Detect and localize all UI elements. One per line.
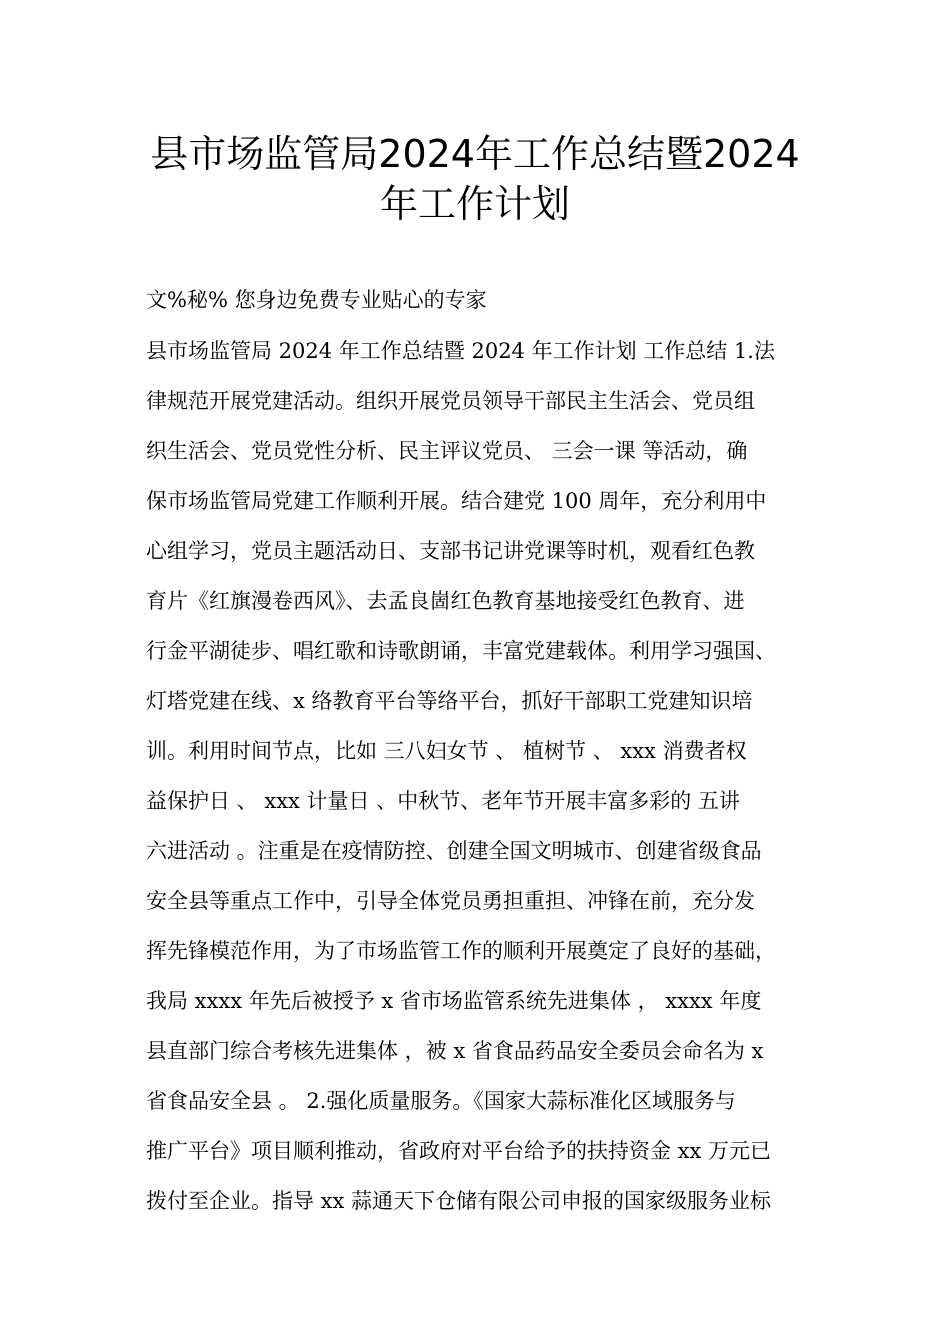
paragraph-line: 行金平湖徒步、唱红歌和诗歌朗诵，丰富党建载体。利用学习强国、 [146,639,776,663]
paragraph-line: 育片《红旗漫卷西风》、去孟良崮红色教育基地接受红色教育、进 [146,589,745,613]
paragraph-line: 训。利用时间节点，比如 三八妇女节 、 植树节 、 xxx 消费者权 [146,739,747,763]
paragraph-line: 县直部门综合考核先进集体 ，被 x 省食品药品安全委员会命名为 x [146,1039,764,1063]
paragraph-line: 我局 xxxx 年先后被授予 x 省市场监管系统先进集体 ， xxxx 年度 [146,989,762,1013]
paragraph-line: 推广平台》项目顺利推动，省政府对平台给予的扶持资金 xx 万元已 [146,1139,772,1163]
document-title-line-1: 县市场监管局2024年工作总结暨2024 [150,132,800,176]
paragraph-line: 心组学习，党员主题活动日、支部书记讲党课等时机，观看红色教 [146,539,755,563]
document-title-line-2: 年工作计划 [379,182,570,226]
paragraph-line: 拨付至企业。指导 xx 蒜通天下仓储有限公司申报的国家级服务业标 [146,1189,772,1213]
paragraph-line: 灯塔党建在线、x 络教育平台等络平台，抓好干部职工党建知识培 [146,689,753,713]
paragraph-line: 挥先锋模范作用，为了市场监管工作的顺利开展奠定了良好的基础， [146,939,776,963]
paragraph-line: 织生活会、党员党性分析、民主评议党员、 三会一课 等活动，确 [146,439,748,463]
paragraph-line: 安全县等重点工作中，引导全体党员勇担重担、冲锋在前，充分发 [146,889,755,913]
paragraph-line: 六进活动 。注重是在疫情防控、创建全国文明城市、创建省级食品 [146,839,762,863]
paragraph-line: 保市场监管局党建工作顺利开展。结合建党 100 周年，充分利用中 [146,489,767,513]
paragraph-line: 省食品安全县 。 2.强化质量服务。《国家大蒜标准化区域服务与 [146,1089,736,1113]
source-line: 文%秘% 您身边免费专业贴心的专家 [146,288,487,312]
paragraph-line: 益保护日 、 xxx 计量日 、中秋节、老年节开展丰富多彩的 五讲 [146,789,740,813]
paragraph-line: 县市场监管局 2024 年工作总结暨 2024 年工作计划 工作总结 1.法 [146,339,775,363]
paragraph-line: 律规范开展党建活动。组织开展党员领导干部民主生活会、党员组 [146,389,755,413]
